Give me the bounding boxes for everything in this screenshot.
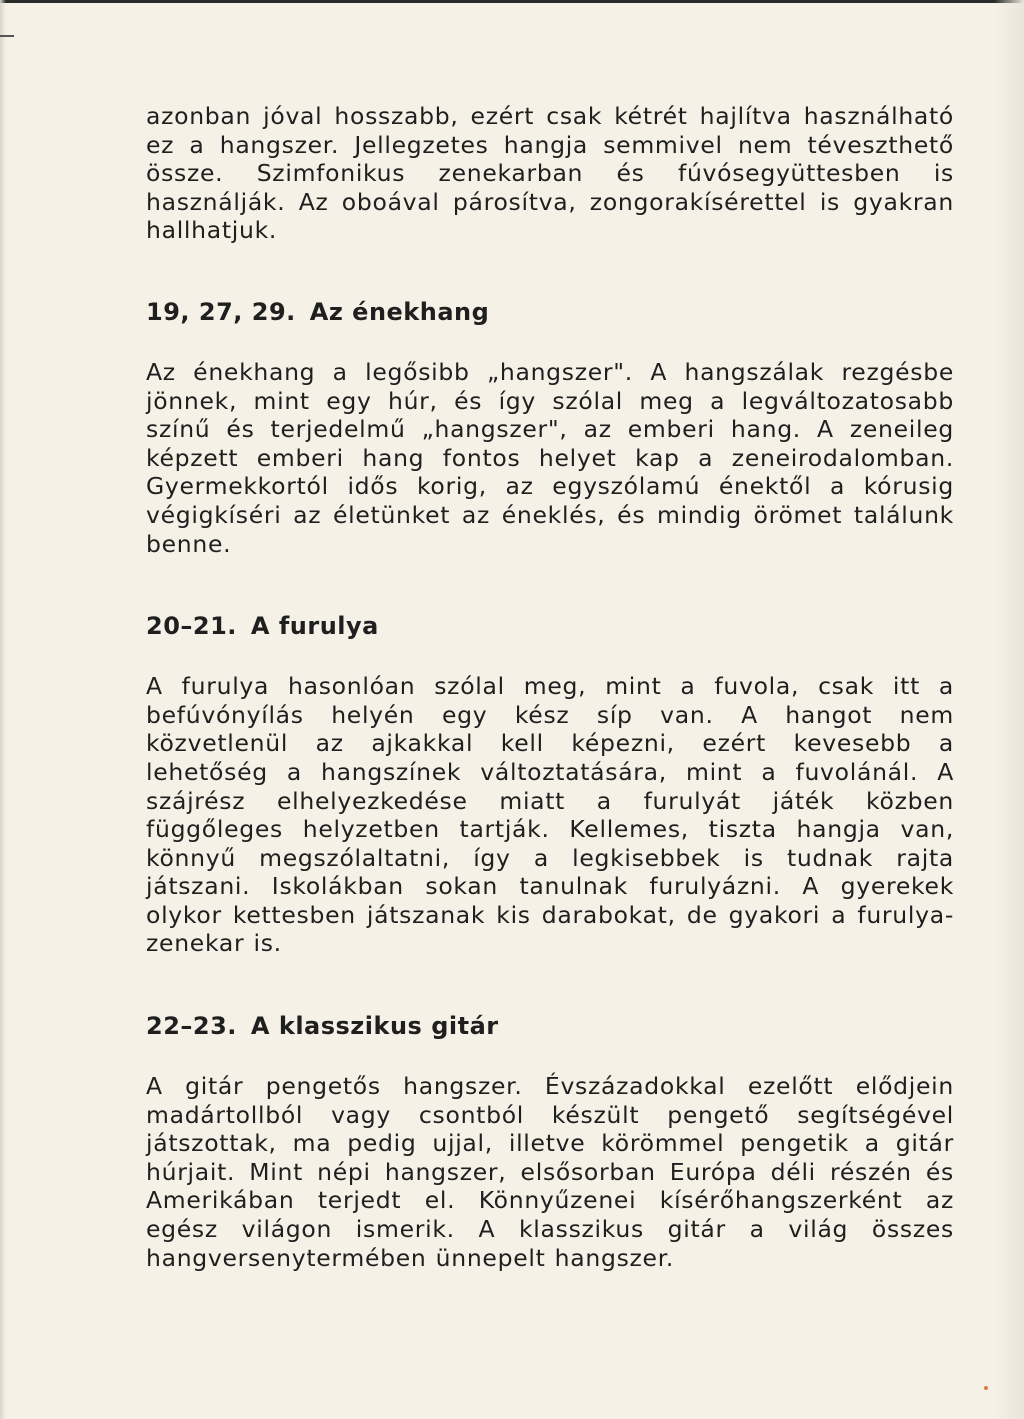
section-paragraph-furulya: A furulya hasonlóan szólal meg, mint a fuvola, csak itt a befúvónyílás helyén egy kész síp van. A hangot nem közvetlenül az ajkakkal kell képezni, ezért kevesebb a lehetőség a hangszínek változtatására, mint a fuvolánál. A szájrész elhelyezkedése miatt a furulyát játék közben függőleges helyzetben tartják. Kellemes, tiszta hangja van, könnyű megszólaltatni, így a legkisebbek is tudnak rajta játszani. Iskolákban sokan tanulnak furulyázni. A gyerekek olykor kettesben játszanak kis darabokat, de gyakori a furulya-zenekar is. xyxy=(146,672,954,958)
section-number: 19, 27, 29. xyxy=(146,297,296,326)
continued-paragraph: azonban jóval hosszabb, ezért csak kétrét hajlítva használható ez a hangszer. Jellegzetes hangja semmivel nem téveszthető össze. Szimfonikus zenekarban és fúvósegyüttesben is használják. Az oboával párosítva, zongorakísérettel is gyakran hallhatjuk. xyxy=(146,102,954,245)
section-paragraph-gitar: A gitár pengetős hangszer. Évszázadokkal ezelőtt elődjein madártollból vagy csontból készült pengető segítségével játszottak, ma pedig ujjal, illetve körömmel pengetik a gitár húrjait. Mint népi hangszer, elsősorban Európa déli részén és Amerikában terjedt el. Könnyűzenei kísérőhangszerként az egész világon ismerik. A klasszikus gitár a világ összes hangversenytermében ünnepelt hangszer. xyxy=(146,1072,954,1272)
page-edge xyxy=(994,0,1024,1419)
section-heading-gitar xyxy=(146,1011,954,1041)
top-rule xyxy=(0,0,1024,3)
page-content xyxy=(146,102,954,1272)
section-title: Az énekhang xyxy=(309,297,490,326)
section-title: A klasszikus gitár xyxy=(250,1012,499,1041)
section-title: A furulya xyxy=(250,612,379,641)
page-gutter-shadow xyxy=(0,0,6,1419)
section-number: 22–23. xyxy=(146,1012,237,1041)
section-heading-furulya xyxy=(146,611,954,641)
section-paragraph-enekhang: Az énekhang a legősibb „hangszer". A hangszálak rezgésbe jönnek, mint egy húr, és így szólal meg a legváltozatosabb színű és terjedelmű „hangszer", az emberi hang. A zeneileg képzett emberi hang fontos helyet kap a zeneirodalomban. Gyermekkortól idős korig, az egyszólamú énektől a kórusig végigkíséri az életünket az éneklés, és mindig örömet találunk benne. xyxy=(146,357,954,558)
margin-mark xyxy=(0,35,14,37)
section-number: 20–21. xyxy=(146,612,237,641)
section-heading-enekhang xyxy=(146,297,954,327)
paper-speck xyxy=(984,1386,988,1390)
